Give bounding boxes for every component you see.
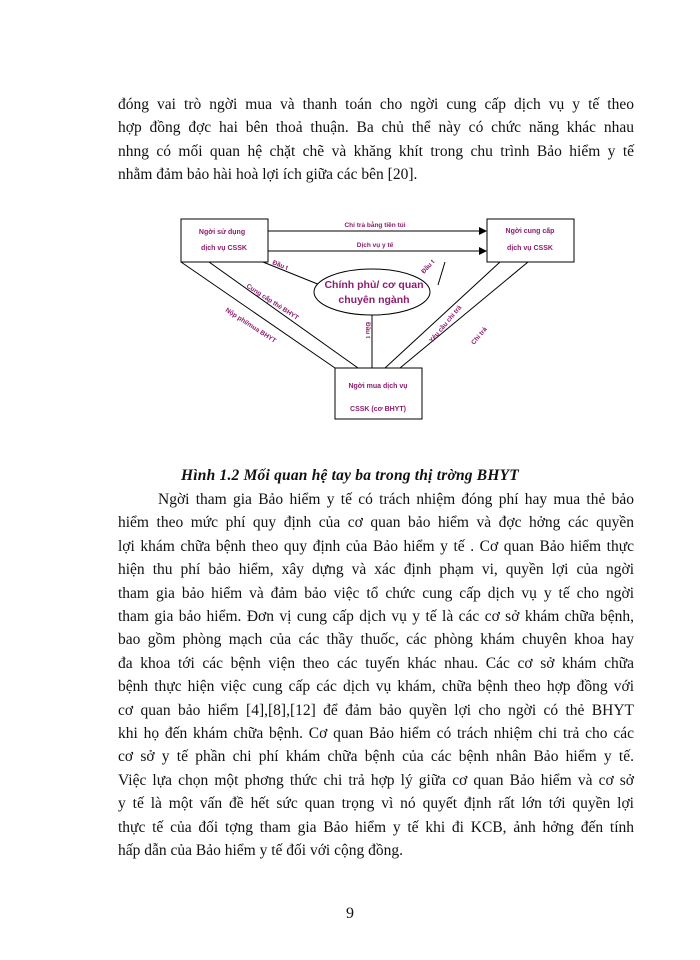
text-line: tham gia bảo hiểm và đảm bảo việc tổ chức cung cấp dịch vụ y tế cho ngời — [118, 584, 634, 602]
center-label-line2: chuyên ngành — [338, 294, 410, 306]
text-line: khi họ đến khám chữa bệnh. Cơ quan Bảo hiểm có trách nhiệm chi trả cho các — [118, 725, 634, 743]
text-line: hiểm theo mức phí quy định của cơ quan bảo hiểm và đợc hởng các quyền — [118, 514, 634, 532]
label-chi-tra: Chi trả — [470, 326, 489, 347]
text-line: cơ quan bảo hiểm [4],[8],[12] để đảm bảo quyền lợi cho ngời có thẻ BHYT — [118, 701, 634, 719]
label-dau-tu-bottom: Đầu t — [364, 322, 371, 339]
box-provider — [487, 219, 574, 262]
box-user-line1: Ngời sử dụng — [198, 229, 246, 236]
label-arrow-top: Chi trả bằng tiền túi — [344, 222, 406, 229]
page-number: 9 — [346, 905, 354, 922]
box-user — [181, 219, 268, 262]
text-line: nhằm đảm bảo hài hoà lợi ích giữa các bên [20]. — [118, 166, 418, 184]
text-line: nhng có mối quan hệ chặt chẽ và khăng khít trong chu trình Bảo hiểm y tế — [118, 142, 634, 160]
figure-caption: Hình 1.2 Mối quan hệ tay ba trong thị trờng BHYT — [181, 467, 519, 484]
text-line: bệnh thực hiện việc cung cấp các dịch vụ khám, chữa bệnh theo hợp đồng với — [118, 678, 634, 696]
body-paragraph — [118, 488, 634, 863]
text-line: hợp đồng đợc hai bên thoả thuận. Ba chủ thể này có chức năng khác nhau — [118, 119, 634, 137]
text-line: hấp dẫn của Bảo hiểm y tế đối với cộng đồng. — [118, 842, 403, 860]
text-line: y tế là một vấn đề hết sức quan trọng vì nó quyết định rất lớn tới quyền lợi — [118, 795, 634, 813]
text-line: bao gồm phòng mạch của các thầy thuốc, các phòng khám chuyên khoa hay — [118, 631, 634, 649]
text-line: Việc lựa chọn một phơng thức chi trả hợp lý giữa cơ quan Bảo hiểm và cơ sở — [118, 771, 634, 789]
text-line: đa khoa tới các bệnh viện theo các tuyến khác nhau. Các cơ sở khám chữa — [118, 654, 634, 672]
center-ellipse — [314, 269, 430, 315]
text-line: tham gia bảo hiểm. Đơn vị cung cấp dịch vụ y tế là các cơ sở khám chữa bệnh, — [118, 608, 634, 626]
text-line: Ngời tham gia Bảo hiểm y tế có trách nhiệm đóng phí hay mua thẻ bảo — [158, 491, 634, 508]
text-line: hiện thu phí bảo hiểm, xây dựng và xác định phạm vi, quyền lợi của ngời — [118, 561, 634, 579]
label-cung-cap-the: Cung cấp thẻ BHYT — [244, 282, 300, 322]
label-dau-tu-right: Đầu t — [420, 258, 437, 276]
label-dau-tu-left: Đầu t — [271, 259, 289, 272]
label-yeu-cau: Yêu cầu chi trả — [428, 304, 464, 345]
edge-right-outer — [400, 262, 528, 368]
relationship-diagram — [0, 0, 700, 460]
label-nop-phi: Nộp phí/mua BHYT — [223, 306, 278, 345]
center-label-line1: Chính phủ/ cơ quan — [324, 279, 424, 291]
text-line: thực tế của đối tợng tham gia Bảo hiểm y tế khi đi KCB, ảnh hởng đến tính — [118, 818, 634, 836]
text-line: cơ sở y tế phần chi phí khám chữa bệnh của các bệnh nhân Bảo hiểm y tế. — [118, 748, 634, 766]
box-user-line2: dịch vụ CSSK — [201, 245, 247, 252]
box-buyer-line2: CSSK (cơ BHYT) — [350, 406, 406, 413]
box-provider-line2: dịch vụ CSSK — [507, 245, 553, 252]
edge-left-outer — [181, 262, 335, 368]
text-line: đóng vai trò ngời mua và thanh toán cho ngời cung cấp dịch vụ y tế theo — [118, 96, 634, 113]
box-provider-line1: Ngời cung cấp — [505, 228, 555, 235]
box-buyer-line1: Ngời mua dịch vụ — [348, 383, 408, 390]
text-line: lợi khám chữa bệnh theo quy định của Bảo hiểm y tế . Cơ quan Bảo hiểm thực — [118, 537, 634, 555]
label-arrow-mid: Dịch vụ y tế — [356, 242, 394, 249]
connector-provider-center — [438, 262, 445, 285]
